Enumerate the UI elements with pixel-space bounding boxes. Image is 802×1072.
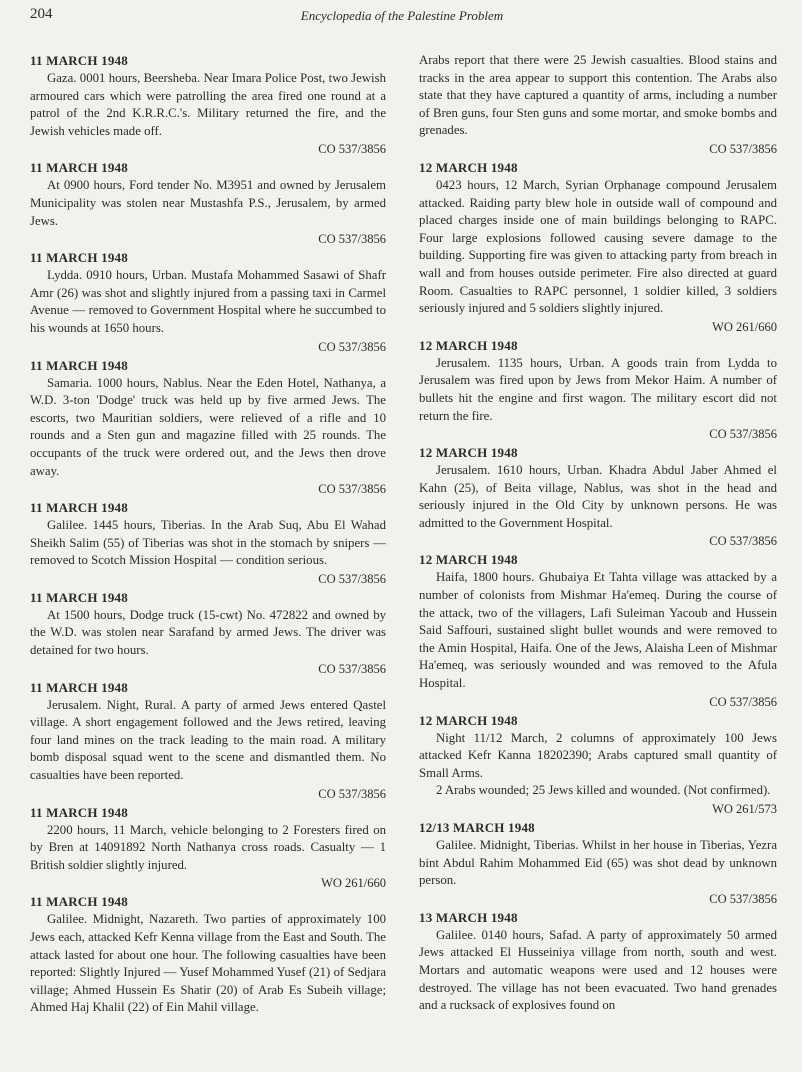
entry-date: 11 MARCH 1948 [30,589,128,605]
entry-date: 11 MARCH 1948 [30,804,128,820]
archive-reference: CO 537/3856 [318,339,386,354]
entry-text: Jerusalem. 1610 hours, Urban. Khadra Abdul Jaber Ahmed el Kahn (25), of Beita village, Nablus, was shot in the head and seriously injured in the Old City by unknown persons. He was admitted to the Government Hospital. [419,463,777,530]
left-column [30,52,386,1017]
entry-text: Galilee. Midnight, Nazareth. Two parties of approximately 100 Jews each, attacked Kefr Kenna village from the East and South. The attack lasted for about one hour. The following casualties have been reported: Slightly Injured — Yusef Mohammed Yusef (21) of Sedjara village; Ahmed Hussein Es Shatir (20) of Arab Es Subeih village; Ahmed Haj Khalil (22) of Ein Mahil village. [30,912,386,1015]
archive-reference: CO 537/3856 [318,661,386,676]
log-entry [419,337,777,443]
archive-reference: CO 537/3856 [318,142,386,157]
entry-date: 12/13 MARCH 1948 [419,820,535,835]
archive-reference: CO 537/3856 [709,427,777,442]
archive-reference: CO 537/3856 [709,141,777,156]
log-entry [30,357,386,499]
log-entry [30,679,386,803]
log-entry [419,712,777,818]
entry-date: 11 MARCH 1948 [30,357,128,373]
entry-date: 11 MARCH 1948 [30,679,128,695]
running-title: Encyclopedia of the Palestine Problem [300,8,504,23]
entry-text: At 0900 hours, Ford tender No. M3951 and owned by Jerusalem Municipality was stolen near Mustashfa P.S., Jerusalem, by armed Jews. [30,178,386,228]
entry-text: Night 11/12 March, 2 columns of approximately 100 Jews attacked Kefr Kanna 18202390; Arabs captured small quantity of Small Arms. [419,730,777,780]
page-number: 204 [30,6,53,22]
log-entry [30,159,386,248]
log-entry [419,909,777,1015]
entry-date: 12 MARCH 1948 [419,712,518,728]
entry-date: 12 MARCH 1948 [419,337,518,353]
log-entry [30,499,386,588]
entry-date: 11 MARCH 1948 [30,894,128,910]
archive-reference: CO 537/3856 [709,534,777,549]
entry-text: 0423 hours, 12 March, Syrian Orphanage compound Jerusalem attacked. Raiding party blew hole in outside wall of compound and placed charges inside one of main buildings belonging to RAPC. Four large explosions followed causing severe damage to the building. Supporting fire was given to attacking party from breach in wall and from houses outside perimeter. Fire also directed at guard Room. Casualties to RAPC personnel, 1 soldier killed, 3 soldiers seriously injured and 5 soldiers slightly injured. [419,177,777,316]
archive-reference: CO 537/3856 [318,482,386,497]
entry-text: Lydda. 0910 hours, Urban. Mustafa Mohammed Sasawi of Shafr Amr (26) was shot and slightly injured from a passing taxi in Carmel Avenue — removed to Government Hospital where he succumbed to his wounds at 1650 hours. [30,268,386,335]
log-entry [419,444,777,550]
entry-date: 12 MARCH 1948 [419,552,518,568]
entry-text: Jerusalem. 1135 hours, Urban. A goods train from Lydda to Jerusalem was fired upon by Jews from Mekor Haim. A number of bullets hit the engine and first wagon. The military escort did not return the fire. [419,355,777,423]
entry-text: 2 Arabs wounded; 25 Jews killed and wounded. (Not confirmed). [436,783,771,798]
entry-text: At 1500 hours, Dodge truck (15-cwt) No. 472822 and owned by the W.D. was stolen near Sarafand by armed Jews. The driver was detained for two hours. [30,607,386,658]
archive-reference: CO 537/3856 [318,571,386,586]
entry-date: 11 MARCH 1948 [30,160,128,176]
entry-date: 12 MARCH 1948 [419,445,518,461]
log-entry [419,159,777,336]
entry-text: Gaza. 0001 hours, Beersheba. Near Imara Police Post, two Jewish armoured cars which were patrolling the area fired one round at a patrol of the 2nd K.R.R.C.'s. Military returned the fire, and the Jewish vehicles made off. [30,71,386,138]
entry-text: Samaria. 1000 hours, Nablus. Near the Eden Hotel, Nathanya, a W.D. 3-ton 'Dodge' truck was held up by five armed Jews. The escorts, two Mauritian soldiers, were relieved of a rifle and 10 rounds and a Sten gun and magazine filled with 25 rounds. The occupants of the truck were ordered out, and the Jews then drove away. [30,375,386,478]
log-entry [30,893,386,1017]
entry-text: Jerusalem. Night, Rural. A party of armed Jews entered Qastel village. A short engagement followed and the Jews retired, leaving four land mines on the track leading to the main road. A military bomb disposal squad went to the scene and dismantled them. No casualties have been reported. [30,697,386,783]
right-column [419,52,777,1015]
log-entry [30,52,386,158]
entry-text: Galilee. 0140 hours, Safad. A party of approximately 50 armed Jews attacked El Husseiniya village from north, south and west. Mortars and automatic weapons were used and 12 houses were destroyed. The village has not been evacuated. Two hand grenades and a rucksack of explosives found on [419,927,777,1013]
archive-reference: WO 261/660 [321,876,386,891]
entry-date: 11 MARCH 1948 [30,53,128,68]
archive-reference: CO 537/3856 [318,232,386,247]
entry-date: 11 MARCH 1948 [30,250,128,266]
entry-date: 13 MARCH 1948 [419,909,518,925]
archive-reference: WO 261/660 [712,319,777,334]
log-entry [30,249,386,355]
entry-text: Haifa, 1800 hours. Ghubaiya Et Tahta village was attacked by a number of colonists from Mishmar Ha'emeq. During the course of the attack, two of the villagers, Lafi Suleiman Yacoub and Hussein Said Saffouri, sustained slight bullet wounds and were removed to the Amin Hospital, Haifa. One of the Jews, Alaisha Leen of Mishmar Ha'emeq, was seriously wounded and was removed to the Afula Hospital. [419,570,777,691]
archive-reference: CO 537/3856 [318,786,386,801]
entry-text: Arabs report that there were 25 Jewish casualties. Blood stains and tracks in the area appear to support this contention. The Arabs also state that they have captured a quantity of arms, including a number of Bren guns, four Sten guns and some mortar, and smoke bombs and grenades. [419,53,777,138]
log-entry [419,819,777,908]
entry-date: 12 MARCH 1948 [419,159,518,175]
entry-text: Galilee. 1445 hours, Tiberias. In the Arab Suq, Abu El Wahad Sheikh Salim (55) of Tiberias was shot in the stomach by snipers — removed to Scotch Mission Hospital — condition serious. [30,518,386,568]
archive-reference: CO 537/3856 [709,694,777,709]
entry-date: 11 MARCH 1948 [30,500,128,516]
entry-text: Galilee. Midnight, Tiberias. Whilst in her house in Tiberias, Yezra bint Abdul Rahim Mohammed Eid (65) was shot dead by unknown person. [419,838,777,888]
log-entry [419,52,777,158]
log-entry [419,551,777,710]
archive-reference: CO 537/3856 [709,891,777,906]
log-entry [30,804,386,893]
log-entry [30,589,386,678]
archive-reference: WO 261/573 [712,802,777,816]
entry-text: 2200 hours, 11 March, vehicle belonging to 2 Foresters fired on by Bren at 14091892 North Nathanya cross roads. Casualty — 1 British soldier slightly injured. [30,822,386,872]
page-header [30,6,774,26]
